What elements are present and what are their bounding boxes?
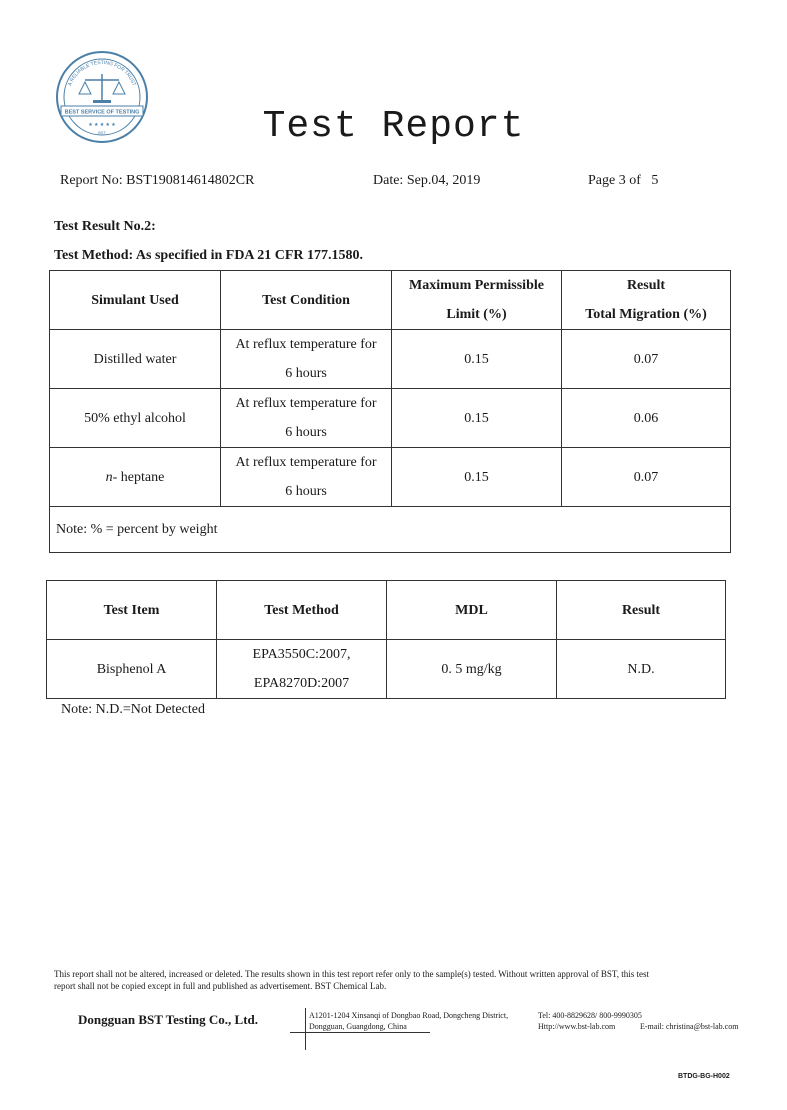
header-simulant: Simulant Used bbox=[50, 271, 221, 330]
header-result bbox=[562, 271, 731, 330]
cell-test-method bbox=[217, 640, 387, 699]
header-test-method: Test Method bbox=[217, 581, 387, 640]
header-mdl: MDL bbox=[387, 581, 557, 640]
header-result: Result bbox=[557, 581, 726, 640]
method-line1: EPA3550C:2007, bbox=[252, 647, 351, 662]
cell-condition bbox=[221, 448, 392, 507]
simulant-name: - heptane bbox=[112, 469, 165, 485]
condition-line1: At reflux temperature for bbox=[235, 455, 377, 470]
table-header-row bbox=[47, 581, 726, 640]
footer-divider-vertical bbox=[305, 1008, 306, 1050]
report-date: Date: Sep.04, 2019 bbox=[373, 173, 481, 188]
simulant-italic-prefix: n bbox=[105, 469, 113, 485]
company-contact bbox=[538, 1010, 642, 1032]
cell-simulant: Distilled water bbox=[50, 330, 221, 389]
address-line2: Dongguan, Guangdong, China bbox=[309, 1022, 407, 1031]
logo-top-text: A RELIABLE TESTING FOR TRUST bbox=[67, 59, 137, 87]
form-code: BTDG-BG-H002 bbox=[678, 1073, 730, 1080]
header-result-line2: Total Migration (%) bbox=[585, 307, 707, 322]
contact-tel: Tel: 400-8829628/ 800-9990305 bbox=[538, 1011, 642, 1020]
cell-simulant bbox=[50, 448, 221, 507]
cell-simulant: 50% ethyl alcohol bbox=[50, 389, 221, 448]
cell-result: 0.07 bbox=[562, 448, 731, 507]
disclaimer-line1: This report shall not be altered, increased or deleted. The results shown in this test report refer only to the sample(s) tested. Without written approval of BST, this test bbox=[54, 969, 649, 979]
method-heading: Test Method: As specified in FDA 21 CFR 177.1580. bbox=[54, 248, 364, 263]
cell-limit: 0.15 bbox=[392, 389, 562, 448]
migration-table bbox=[49, 270, 731, 553]
page-number: Page 3 of 5 bbox=[588, 173, 659, 188]
cell-condition bbox=[221, 389, 392, 448]
table-header-row bbox=[50, 271, 731, 330]
header-limit bbox=[392, 271, 562, 330]
cell-condition bbox=[221, 330, 392, 389]
condition-line1: At reflux temperature for bbox=[235, 337, 377, 352]
migration-note: Note: % = percent by weight bbox=[50, 507, 731, 553]
header-result-line1: Result bbox=[626, 278, 666, 293]
svg-text:★ ★ ★ ★ ★: ★ ★ ★ ★ ★ bbox=[88, 123, 116, 128]
method-line2: EPA8270D:2007 bbox=[253, 676, 350, 691]
company-address bbox=[309, 1010, 508, 1032]
bisphenol-table bbox=[46, 580, 726, 699]
cell-mdl: 0. 5 mg/kg bbox=[387, 640, 557, 699]
company-name: Dongguan BST Testing Co., Ltd. bbox=[78, 1012, 259, 1027]
header-limit-line1: Maximum Permissible bbox=[409, 278, 544, 293]
cell-test-item: Bisphenol A bbox=[47, 640, 217, 699]
table-row bbox=[47, 640, 726, 699]
cell-result: N.D. bbox=[557, 640, 726, 699]
condition-line2: 6 hours bbox=[285, 484, 327, 499]
cell-limit: 0.15 bbox=[392, 330, 562, 389]
table-row bbox=[50, 389, 731, 448]
logo-bottom-text: BST bbox=[98, 130, 106, 135]
contact-web[interactable]: Http://www.bst-lab.com bbox=[538, 1022, 616, 1031]
condition-line1: At reflux temperature for bbox=[235, 396, 377, 411]
condition-line2: 6 hours bbox=[285, 366, 327, 381]
report-number: Report No: BST190814614802CR bbox=[60, 173, 255, 188]
bisphenol-note: Note: N.D.=Not Detected bbox=[61, 702, 205, 717]
disclaimer bbox=[54, 968, 734, 992]
table-row bbox=[50, 448, 731, 507]
disclaimer-line2: report shall not be copied except in full and published as advertisement. BST Chemical Lab. bbox=[54, 981, 387, 991]
table-row bbox=[50, 330, 731, 389]
result-heading: Test Result No.2: bbox=[54, 219, 156, 234]
table-note-row bbox=[50, 507, 731, 553]
cell-result: 0.07 bbox=[562, 330, 731, 389]
header-limit-line2: Limit (%) bbox=[446, 307, 507, 322]
footer-divider-horizontal bbox=[290, 1032, 430, 1033]
header-condition: Test Condition bbox=[221, 271, 392, 330]
contact-email[interactable]: E-mail: christina@bst-lab.com bbox=[640, 1022, 739, 1031]
page-title: Test Report bbox=[262, 105, 525, 148]
cell-limit: 0.15 bbox=[392, 448, 562, 507]
cell-result: 0.06 bbox=[562, 389, 731, 448]
logo-band-text: BEST SERVICE OF TESTING bbox=[64, 109, 140, 116]
header-test-item: Test Item bbox=[47, 581, 217, 640]
address-line1: A1201-1204 Xinsanqi of Dongbao Road, Dongcheng District, bbox=[309, 1011, 509, 1020]
condition-line2: 6 hours bbox=[285, 425, 327, 440]
